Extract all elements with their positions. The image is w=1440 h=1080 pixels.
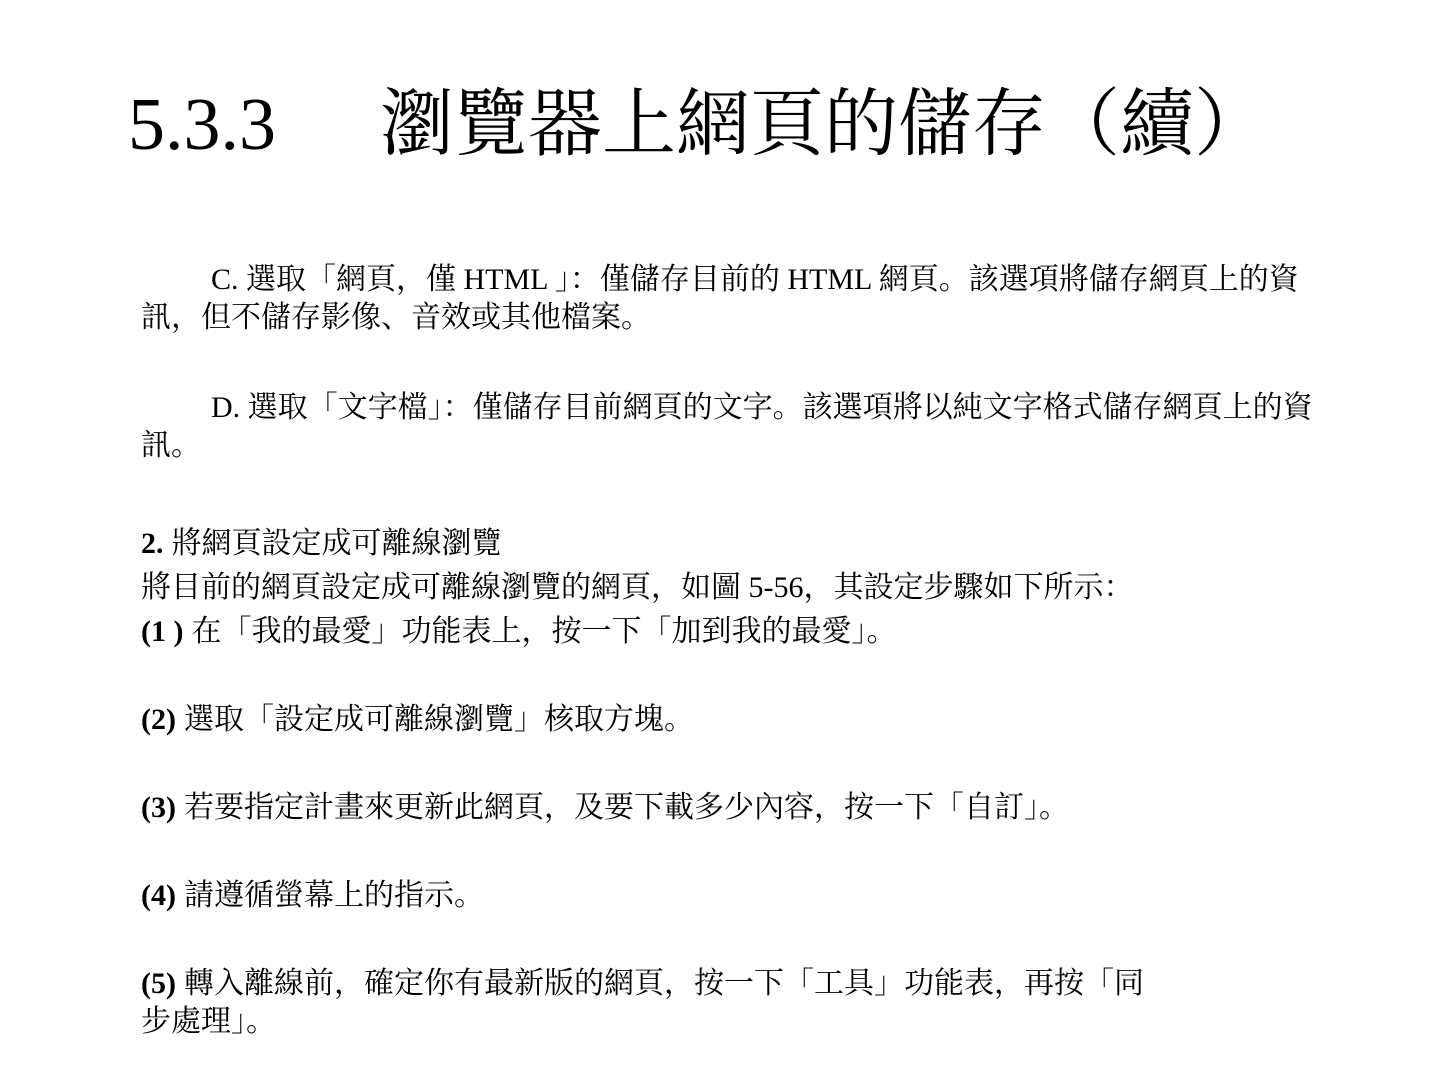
section-number: 5.3.3 bbox=[128, 84, 276, 166]
step-text: 轉入離線前，確定你有最新版的網頁，按一下「工具」功能表，再按「同步處理」。 bbox=[141, 967, 1144, 1038]
option-c: C. 選取「網頁，僅 HTML 」：僅儲存目前的 HTML 網頁。該選項將儲存網頁上的資訊，但不儲存影像、音效或其他檔案。 bbox=[141, 263, 1299, 334]
step-text: 若要指定計畫來更新此網頁，及要下載多少內容，按一下「自訂」。 bbox=[183, 791, 1069, 824]
content-body bbox=[141, 261, 1351, 1041]
step-4 bbox=[141, 877, 1351, 915]
step-marker: (1 ) bbox=[141, 615, 184, 648]
step-marker: (5) bbox=[141, 967, 176, 1000]
step-5 bbox=[141, 965, 1161, 1041]
step-text: 請遵循螢幕上的指示。 bbox=[183, 879, 484, 912]
step-marker: (2) bbox=[141, 703, 176, 736]
step-text: 在「我的最愛」功能表上，按一下「加到我的最愛」。 bbox=[191, 615, 897, 648]
section-marker: 2. bbox=[141, 527, 164, 560]
step-text: 選取「設定成可離線瀏覽」核取方塊。 bbox=[183, 703, 694, 736]
option-d: D. 選取「文字檔」：僅儲存目前網頁的文字。該選項將以純文字格式儲存網頁上的資訊。 bbox=[141, 391, 1313, 462]
section-heading-text: 將網頁設定成可離線瀏覽 bbox=[171, 527, 502, 560]
page-title bbox=[128, 84, 1268, 166]
title-text: 瀏覽器上網頁的儲存（續） bbox=[380, 84, 1268, 166]
step-marker: (4) bbox=[141, 879, 176, 912]
section-intro: 將目前的網頁設定成可離線瀏覽的網頁，如圖 5-56，其設定步驟如下所示： bbox=[141, 571, 1134, 604]
step-1 bbox=[141, 613, 1351, 651]
step-3 bbox=[141, 789, 1351, 827]
step-2 bbox=[141, 701, 1351, 739]
step-marker: (3) bbox=[141, 791, 176, 824]
section-heading bbox=[141, 525, 1351, 563]
